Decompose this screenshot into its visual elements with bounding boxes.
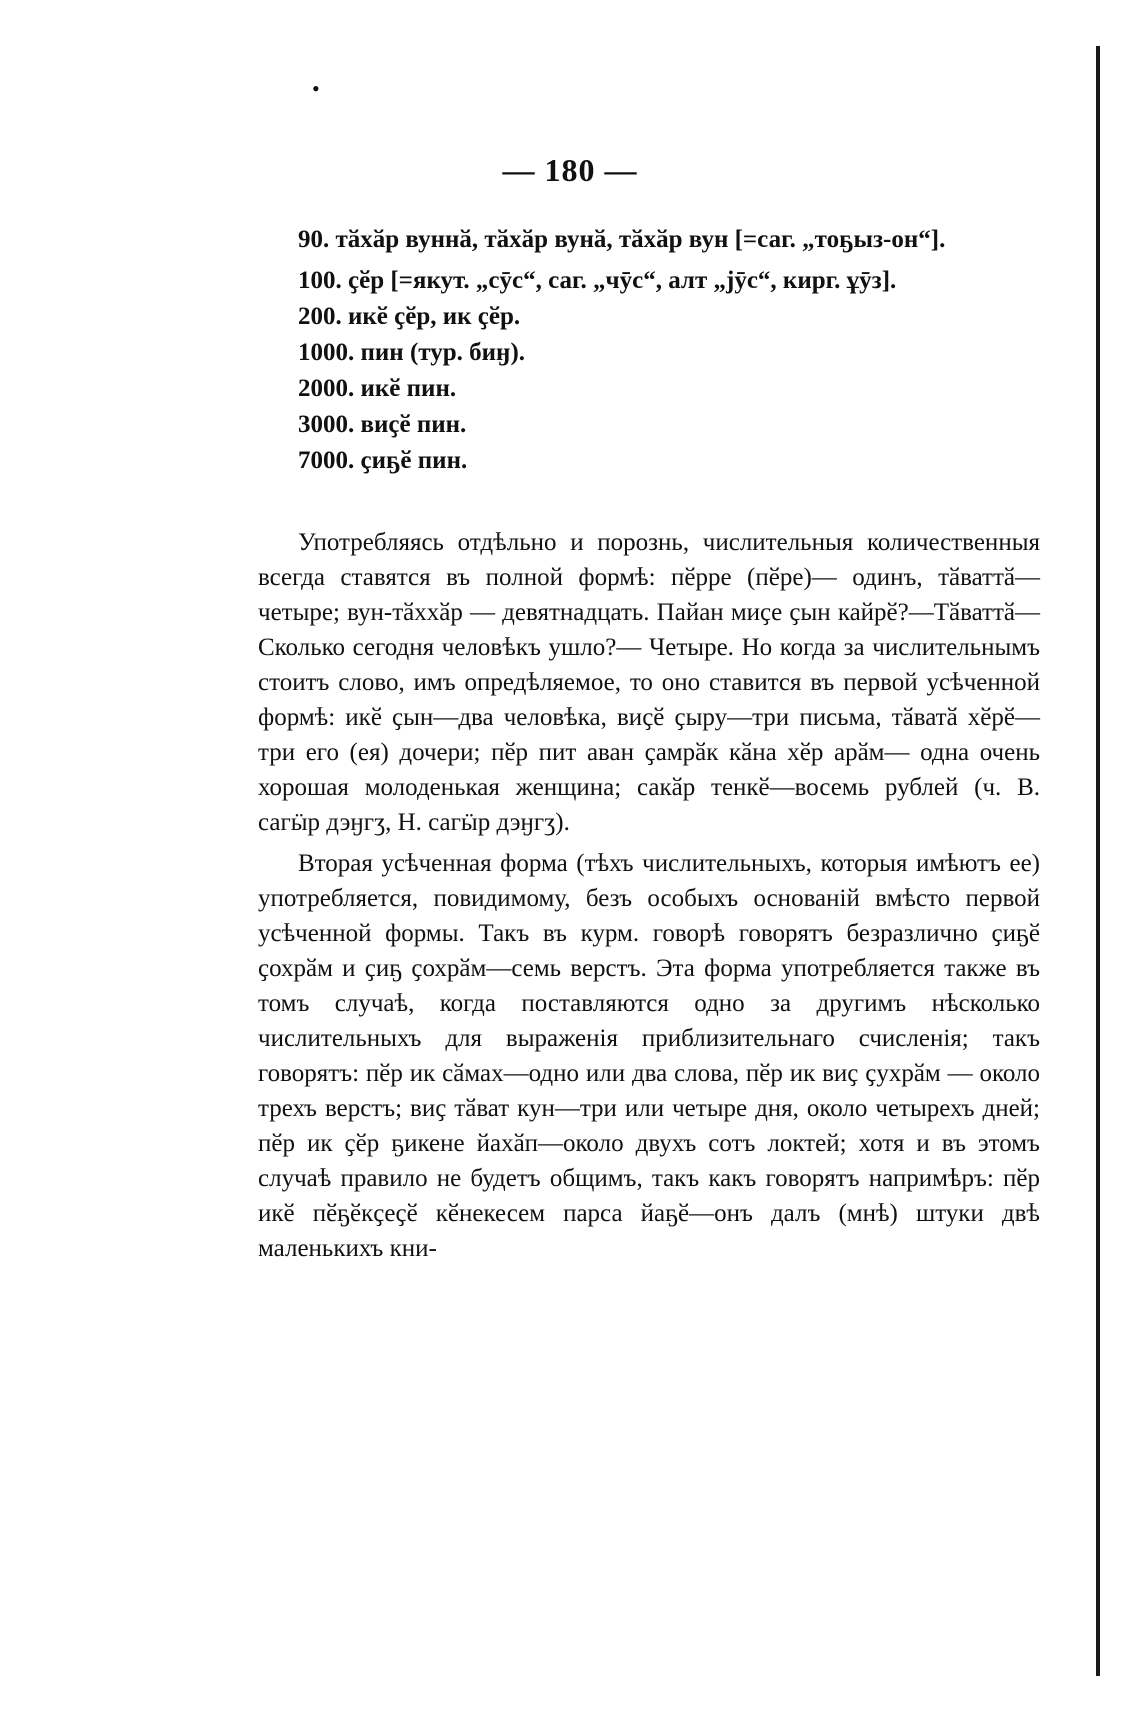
numeral-entry-7000: 7000. ҫиҕӗ пин.: [298, 447, 468, 474]
page-edge-rule: [1096, 46, 1100, 1676]
page-body: [258, 222, 1040, 1266]
numeral-entry-90: 90. тӑхӑр вуннӑ, тӑхӑр вунӑ, тӑхӑр вун [=саг. „тоҕыз-он“].: [298, 226, 946, 253]
section-gap: [258, 479, 1040, 525]
stray-bullet-mark: •: [312, 76, 320, 101]
numeral-entry-100: 100. ҫӗр [=якут. „сӯс“, саг. „чӯс“, алт „јӯс“, кирг. ұӯз].: [298, 267, 897, 294]
page-number: — 180 —: [502, 152, 638, 188]
numeral-entry-1000: 1000. пин (тур. биӈ).: [298, 339, 526, 366]
paragraph-usage-forms: Употребляясь отдѣльно и порознь, числительныя количественныя всегда ставятся въ полной формѣ: пӗрре (пӗре)— одинъ, тӑваттӑ—четыре; вун-тӑххӑр — девятнадцать. Пайан миҫе ҫын кайрӗ?—Тӑваттӑ—Сколько сегодня человѣкъ ушло?— Четыре. Но когда за числительнымъ стоитъ слово, имъ опредѣляемое, то оно ставится въ первой усѣченной формѣ: икӗ ҫын—два человѣка, виҫӗ ҫыру—три письма, тӑватӑ хӗрӗ— три его (ея) дочери; пӗр пит аван ҫамрӑк кӑна хӗр арӑм— одна очень хорошая молоденькая женщина; сакӑр тенкӗ—восемь рублей (ч. В. сагӹр дэӈгӡ, Н. сагӹр дэӈгӡ).: [258, 529, 1040, 836]
paragraph-second-truncated-form: Вторая усѣченная форма (тѣхъ числительныхъ, которыя имѣютъ ее) употребляется, повидимому, безъ особыхъ основаній вмѣсто первой усѣченной формы. Такъ въ курм. говорѣ говорятъ безразлично ҫиҕӗ ҫохрӑм и ҫиҕ ҫохрӑм—семь верстъ. Эта форма употребляется также въ томъ случаѣ, когда поставляются одно за другимъ нѣсколько числительныхъ для выраженія приблизительнаго счисленія; такъ говорятъ: пӗр ик сӑмах—одно или два слова, пӗр ик виҫ ҫухрӑм — около трехъ верстъ; виҫ тӑват кун—три или четыре дня, около четырехъ дней; пӗр ик ҫӗр ҕикене йахӑп—около двухъ сотъ локтей; хотя и въ этомъ случаѣ правило не будетъ общимъ, такъ какъ говорятъ напримѣръ: пӗр икӗ пӗҕӗкҫеҫӗ кӗнекесем парса йаҕӗ—онъ далъ (мнѣ) штуки двѣ маленькихъ кни-: [258, 850, 1040, 1262]
numeral-entry-3000: 3000. виҫӗ пин.: [298, 411, 467, 438]
numeral-entry-200: 200. икӗ ҫӗр, ик ҫӗр.: [298, 303, 521, 330]
numeral-entry-2000: 2000. икӗ пин.: [298, 375, 457, 402]
